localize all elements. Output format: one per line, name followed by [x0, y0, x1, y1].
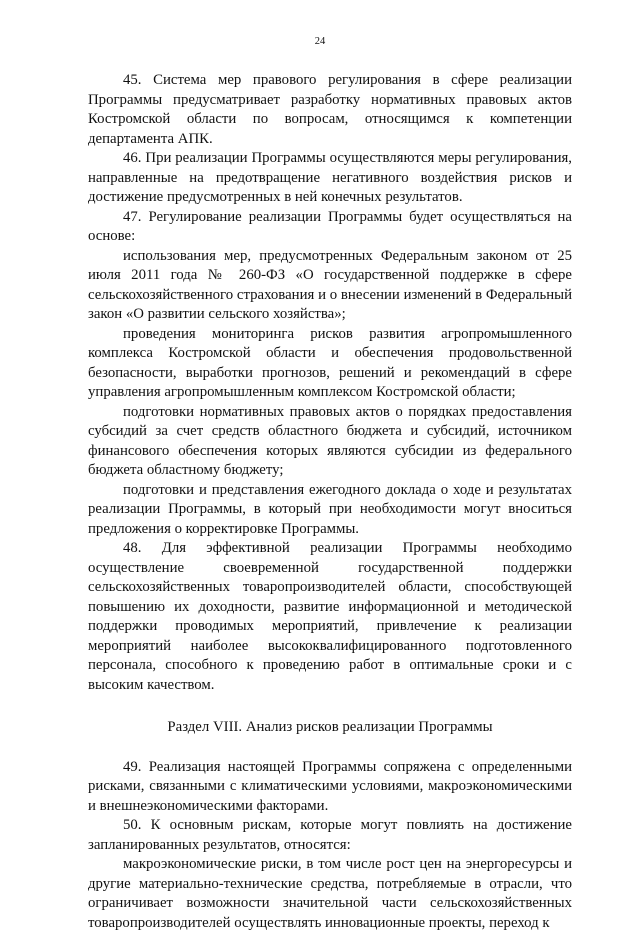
list-item-risk-monitoring: проведения мониторинга рисков развития агропромышленного комплекса Костромской области и обеспечения продовольственной безопасности, выработки прогнозов, решений и рекомендаций в сфере управления агропромышленным комплексом Костромской области; [88, 325, 572, 400]
paragraph-49: 49. Реализация настоящей Программы сопряжена с определенными рисками, связанными с климатическими условиями, макроэкономическими и внешнеэкономическими факторами. [88, 758, 572, 814]
list-item-annual-report: подготовки и представления ежегодного доклада о ходе и результатах реализации Программы, в который при необходимости могут вноситься предложения о корректировке Программы. [88, 481, 572, 537]
paragraph-50: 50. К основным рискам, которые могут повлиять на достижение запланированных результатов, относятся: [88, 817, 572, 853]
list-item-subsidy-acts: подготовки нормативных правовых актов о порядках предоставления субсидий за счет средств областного бюджета и субсидий, источником финансового обеспечения которых являются субсидии из федерального бюджета областному бюджету; [88, 403, 572, 478]
paragraph-45: 45. Система мер правового регулирования в сфере реализации Программы предусматривает разработку нормативных правовых актов Костромской области по вопросам, относящимся к компетенции департамента АПК. [88, 72, 572, 147]
paragraph-47: 47. Регулирование реализации Программы будет осуществляться на основе: [88, 208, 572, 244]
paragraph-46: 46. При реализации Программы осуществляются меры регулирования, направленные на предотвращение негативного воздействия рисков и достижение предусмотренных в ней конечных результатов. [88, 150, 572, 205]
list-item-federal-law: использования мер, предусмотренных Федеральным законом от 25 июля 2011 года № 260-ФЗ «О государственной поддержке в сфере сельскохозяйственного страхования и о внесении изменений в Федеральный закон «О развитии сельского хозяйства»; [88, 247, 572, 322]
page-number: 24 [314, 36, 326, 47]
list-item-macroeconomic-risks: макроэкономические риски, в том числе рост цен на энергоресурсы и другие материально-технические средства, потребляемые в отрасли, что ограничивает возможности значительной части сельскохозяйственных товаропроизводителей осуществлять инновационные проекты, переход к [88, 856, 572, 931]
document-body [88, 71, 572, 933]
section-heading: Раздел VIII. Анализ рисков реализации Программы [167, 719, 493, 735]
paragraph-48: 48. Для эффективной реализации Программы необходимо осуществление своевременной государственной поддержки сельскохозяйственных товаропроизводителей области, способствующей повышению их доходности, развитие информационной и методической поддержки проводимых мероприятий, привлечение к реализации мероприятий наиболее высококвалифицированного подготовленного персонала, способного к проведению работ в оптимальные сроки и с высоким качеством. [88, 540, 572, 693]
